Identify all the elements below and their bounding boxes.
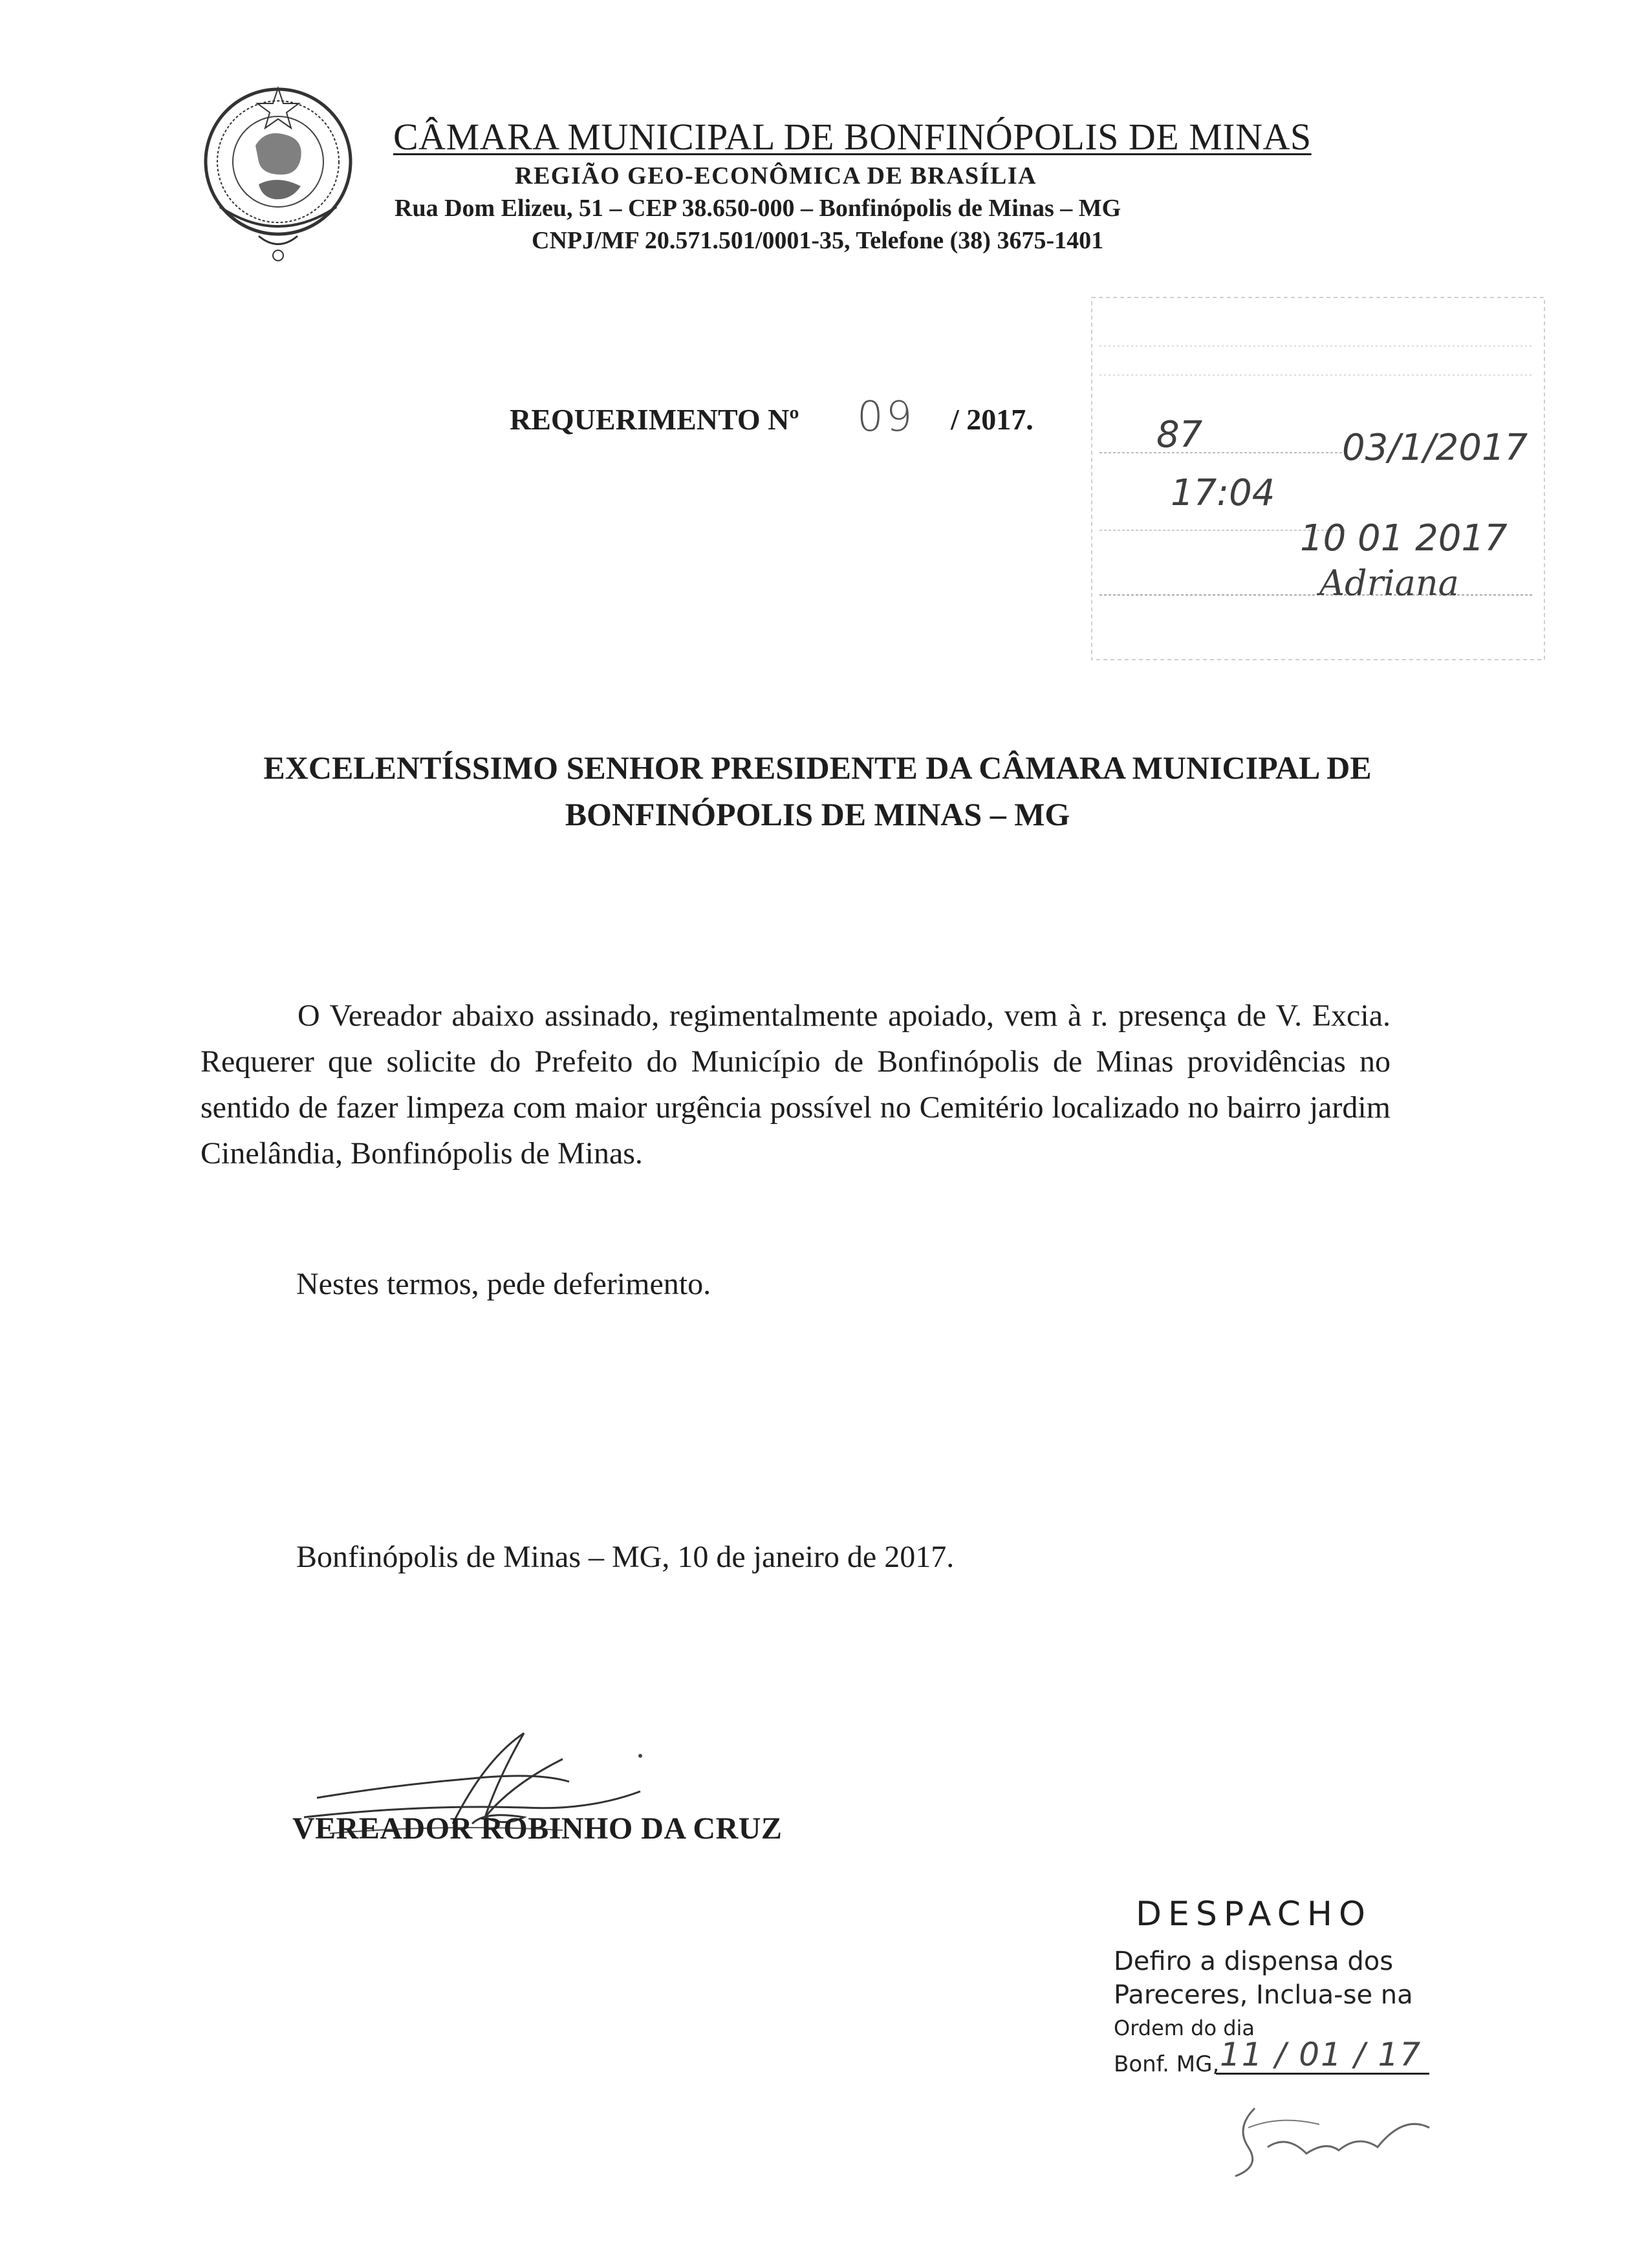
closing-line: Nestes termos, pede deferimento. xyxy=(296,1267,711,1301)
requerimento-year: / 2017. xyxy=(951,403,1034,436)
despacho-date-rule xyxy=(1216,2073,1429,2075)
cnpj-phone-line: CNPJ/MF 20.571.501/0001-35, Telefone (38) 3675-1401 xyxy=(532,227,1104,254)
protocol-entry-date: 03/1/2017 xyxy=(1342,427,1528,469)
despacho-line-2: Pareceres, Inclua-se na xyxy=(1114,1980,1413,2010)
address-line: Rua Dom Elizeu, 51 – CEP 38.650-000 – Bonfinópolis de Minas – MG xyxy=(395,195,1121,222)
protocol-entry-number: 87 xyxy=(1156,414,1203,456)
signer-name: VEREADOR ROBINHO DA CRUZ xyxy=(292,1811,783,1846)
addressee-line-1: EXCELENTÍSSIMO SENHOR PRESIDENTE DA CÂMARA MUNICIPAL DE xyxy=(263,750,1372,786)
protocol-entry-receiver: Adriana xyxy=(1319,563,1459,603)
despacho-title: DESPACHO xyxy=(1136,1895,1372,1934)
despacho-line-3: Ordem do dia xyxy=(1114,2016,1255,2040)
municipal-seal-icon xyxy=(194,78,362,272)
protocol-entry-time: 17:04 xyxy=(1171,472,1275,514)
despacho-place-label: Bonf. MG, xyxy=(1114,2051,1220,2077)
date-line: Bonfinópolis de Minas – MG, 10 de janeiro de 2017. xyxy=(296,1540,955,1574)
requerimento-label: REQUERIMENTO Nº xyxy=(510,403,799,436)
despacho-date: 11 / 01 / 17 xyxy=(1220,2036,1422,2073)
addressee-line-2: BONFINÓPOLIS DE MINAS – MG xyxy=(565,796,1070,832)
protocol-stamp xyxy=(1087,285,1552,673)
despacho-signature-scribble xyxy=(1209,2089,1442,2186)
protocol-entry-received-date: 10 01 2017 xyxy=(1300,517,1508,559)
organization-name: CÂMARA MUNICIPAL DE BONFINÓPOLIS DE MINAS xyxy=(393,116,1312,158)
requerimento-number: 09 xyxy=(857,393,915,441)
region-line: REGIÃO GEO-ECONÔMICA DE BRASÍLIA xyxy=(515,162,1037,189)
request-paragraph: O Vereador abaixo assinado, regimentalmente apoiado, vem à r. presença de V. Excia. Requerer que solicite do Prefeito do Município de Bonfinópolis de Minas providências no sentido de fazer limpeza com maior urgência possível no Cemitério localizado no bairro jardim Cinelândia, Bonfinópolis de Minas. xyxy=(200,999,1391,1171)
despacho-line-1: Defiro a dispensa dos xyxy=(1114,1947,1394,1976)
